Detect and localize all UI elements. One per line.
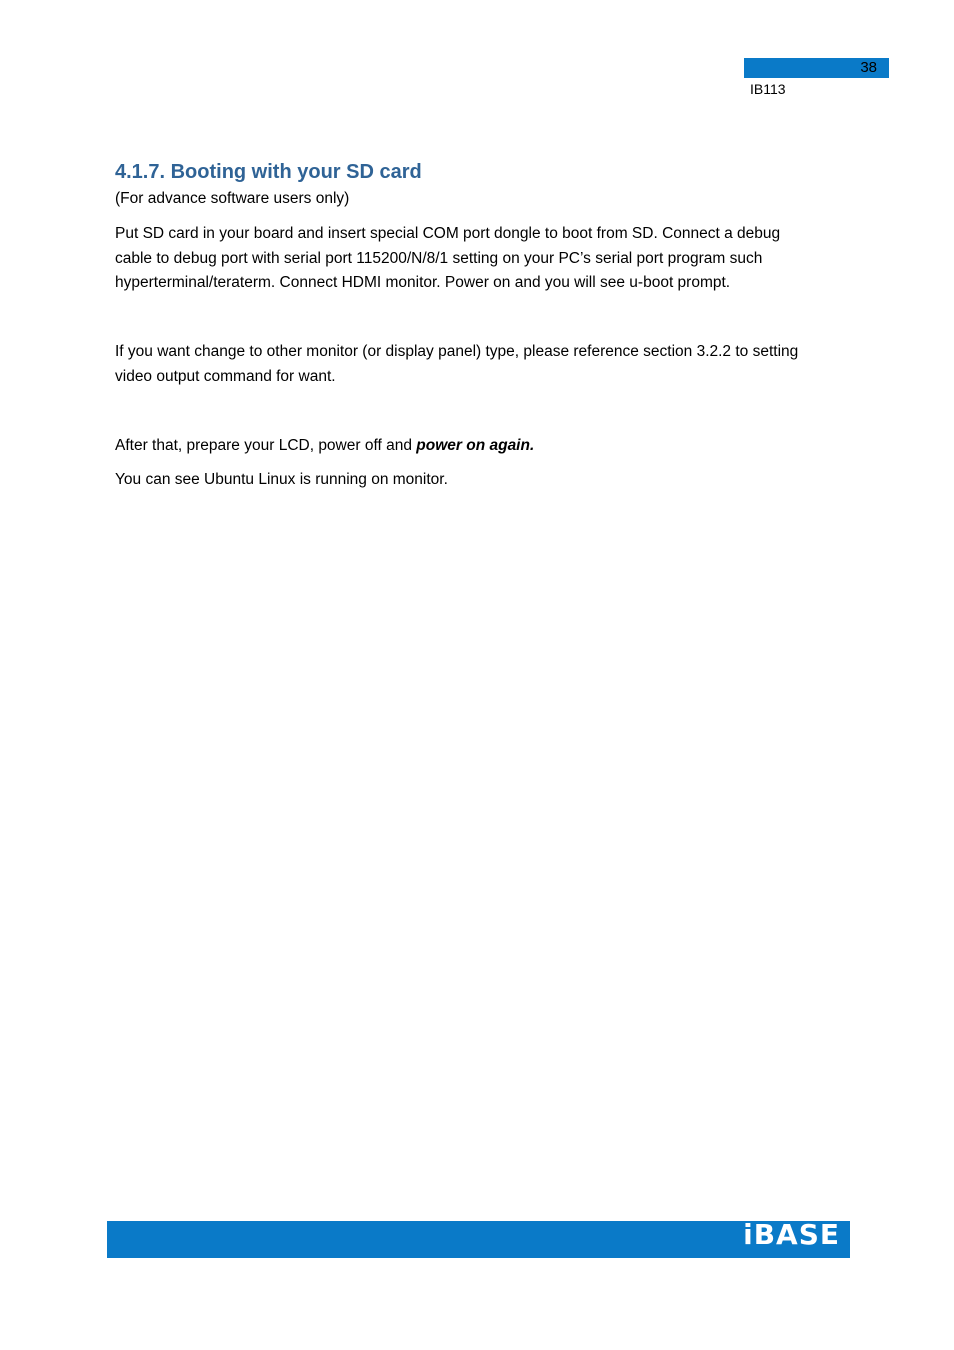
intro-paragraph: Put SD card in your board and insert special COM port dongle to boot from SD. Connect a debug cable to debug port with serial port 115200/N/8/1 setting on your PC’s serial port program such hyperterminal/teraterm. Connect HDMI monitor. Power on and you will see u-boot prompt. bbox=[115, 225, 781, 291]
after-paragraph bbox=[115, 434, 815, 459]
ubuntu-paragraph: You can see Ubuntu Linux is running on monitor. bbox=[115, 471, 448, 488]
after-text: After that, prepare your LCD, power off and bbox=[115, 437, 417, 454]
brand-logo: iBASE bbox=[743, 1218, 840, 1251]
section-heading: 4.1.7. Booting with your SD card bbox=[115, 161, 422, 183]
page-number: 38 bbox=[860, 59, 877, 76]
page-number-bar bbox=[744, 58, 889, 78]
monitor-paragraph: If you want change to other monitor (or display panel) type, please reference section 3.2.2 to setting video output command for want. bbox=[115, 343, 799, 385]
after-emphasis: power on again. bbox=[416, 437, 535, 454]
model-label: IB113 bbox=[750, 81, 786, 97]
footer-bar bbox=[107, 1218, 850, 1258]
note-paragraph: (For advance software users only) bbox=[115, 190, 350, 207]
